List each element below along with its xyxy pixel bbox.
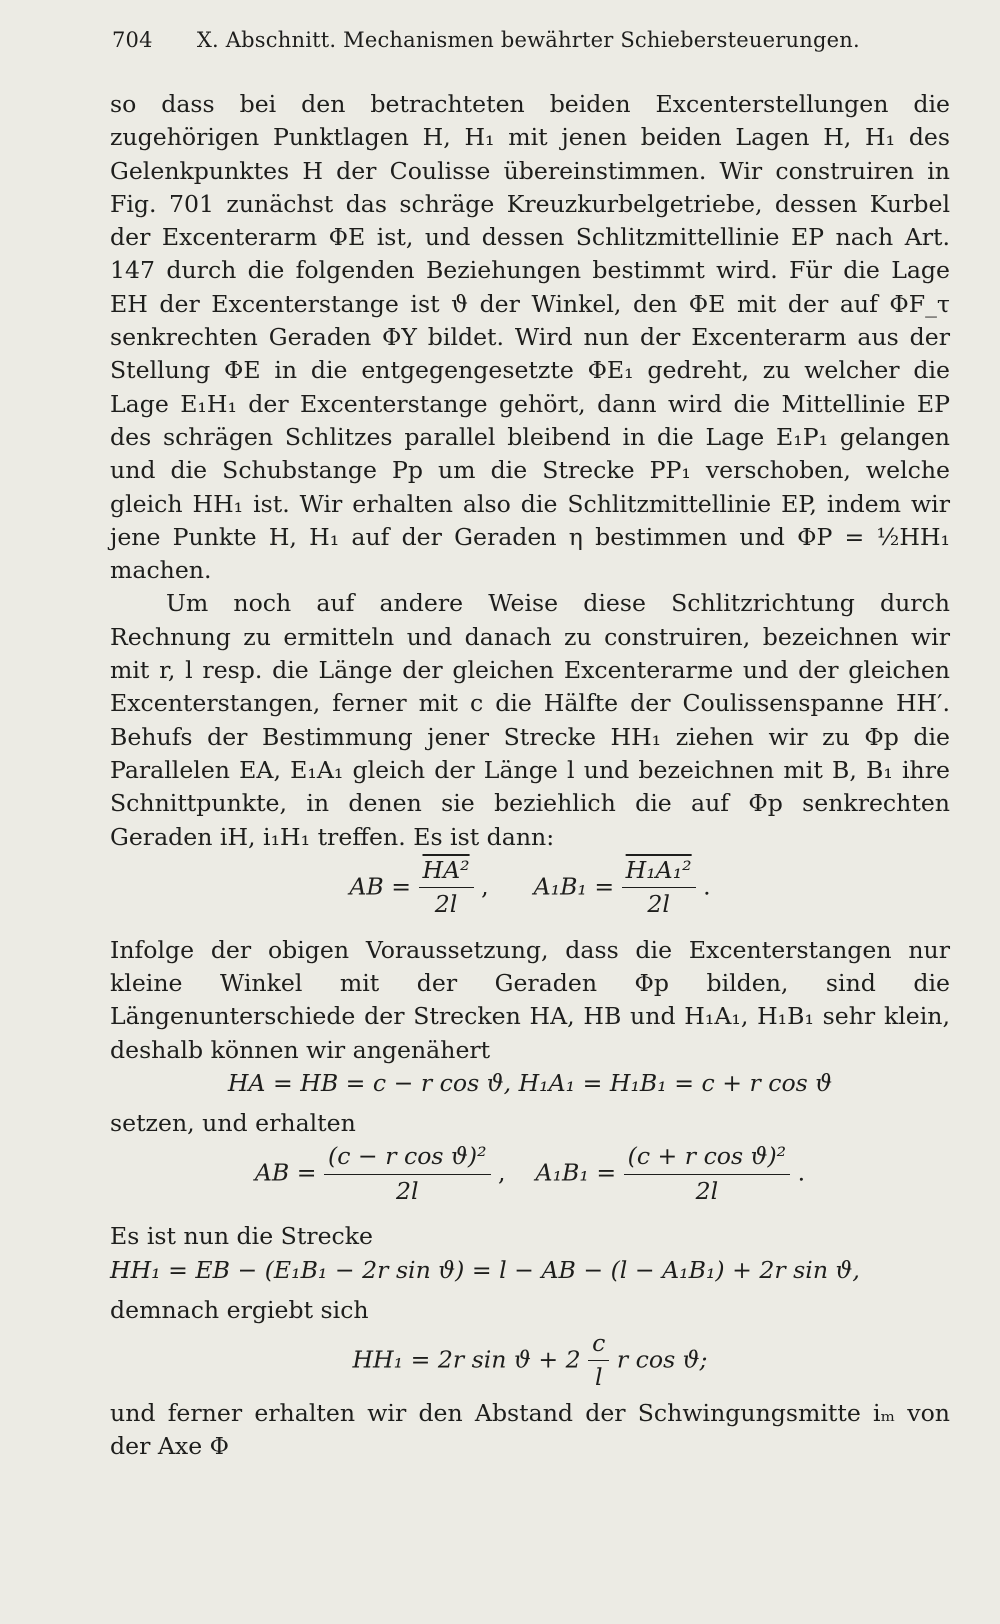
eq1b-denominator: 2l <box>647 890 670 919</box>
page-number: 704 <box>112 28 153 52</box>
paragraph-5: Es ist nun die Strecke <box>110 1222 374 1251</box>
eq3-numerator: (c − r cos ϑ)² <box>324 1140 491 1174</box>
equation-4: HH₁ = EB − (E₁B₁ − 2r sin ϑ) = l − AB − (l − A₁B₁) + 2r sin ϑ, <box>110 1255 860 1284</box>
eq1b-lhs: A₁B₁ = <box>533 872 615 901</box>
paragraph-3: Infolge der obigen Voraussetzung, dass die Excenterstangen nur kleine Winkel mit der Geraden Φp bilden, sind die Längenunterschiede der Strecken HA, HB und H₁A₁, H₁B₁ sehr klein, deshalb können wir angenähert <box>110 935 950 1064</box>
eq5-fraction <box>588 1327 609 1395</box>
eq3b-end: . <box>797 1158 806 1187</box>
eq3b-fraction <box>624 1140 791 1208</box>
equation-1 <box>110 854 950 934</box>
eq3-lhs: AB = <box>254 1158 317 1187</box>
eq5-numerator: c <box>588 1327 609 1361</box>
eq3-fraction <box>324 1140 491 1208</box>
running-title: X. Abschnitt. Mechanismen bewährter Schiebersteuerungen. <box>196 28 860 52</box>
eq1-separator: , <box>481 872 489 901</box>
eq1b-end: . <box>703 872 711 901</box>
eq3-denominator: 2l <box>396 1176 419 1205</box>
eq5-denominator: l <box>594 1363 603 1392</box>
equation-3 <box>110 1140 950 1220</box>
eq3b-numerator: (c + r cos ϑ)² <box>624 1140 791 1174</box>
eq1-numerator: HA² <box>419 854 474 888</box>
eq3b-lhs: A₁B₁ = <box>535 1158 617 1187</box>
eq1b-numerator: H₁A₁² <box>622 854 696 888</box>
eq1-fraction <box>419 854 474 922</box>
eq5-lhs: HH₁ = 2r sin ϑ + 2 <box>352 1345 581 1374</box>
eq1-denominator: 2l <box>434 890 458 919</box>
equation-5 <box>110 1327 950 1397</box>
paragraph-4: setzen, und erhalten <box>110 1109 356 1138</box>
eq5-rhs: r cos ϑ; <box>616 1345 708 1374</box>
paragraph-1: so dass bei den betrachteten beiden Excenterstellungen die zugehörigen Punktlagen H, H₁ mit jenen beiden Lagen H, H₁ des Gelenkpunktes H der Coulisse übereinstimmen. Wir construiren in Fig. 701 zunächst das schräge Kreuzkurbelgetriebe, dessen Kurbel der Excenterarm ΦE ist, und dessen Schlitzmittellinie EP nach Art. 147 durch die folgenden Beziehungen bestimmt wird. Für die Lage EH der Excenterstange ist ϑ der Winkel, den ΦE mit der auf ΦF_τ senkrechten Geraden ΦY bildet. Wird nun der Excenterarm aus der Stellung ΦE in die entgegengesetzte ΦE₁ gedreht, zu welcher die Lage E₁H₁ der Excenterstange gehört, dann wird die Mittellinie EP des schrägen Schlitzes parallel bleibend in die Lage E₁P₁ gelangen und die Schubstange Pp um die Strecke PP₁ verschoben, welche gleich HH₁ ist. Wir erhalten also die Schlitzmittellinie EP, indem wir jene Punkte H, H₁ auf der Geraden η bestimmen und ΦP = ½HH₁ machen. <box>110 90 950 585</box>
paragraph-7: und ferner erhalten wir den Abstand der Schwingungsmitte iₘ von der Axe Φ <box>110 1398 950 1461</box>
page-header <box>112 28 952 52</box>
eq1-lhs: AB = <box>349 872 411 901</box>
body-text <box>110 88 950 1464</box>
paragraph-2: Um noch auf andere Weise diese Schlitzrichtung durch Rechnung zu ermitteln und danach zu construiren, bezeichnen wir mit r, l resp. die Länge der gleichen Excenterarme und der gleichen Excenterstangen, ferner mit c die Hälfte der Coulissenspanne HH′. Behufs der Bestimmung jener Strecke HH₁ ziehen wir zu Φp die Parallelen EA, E₁A₁ gleich der Länge l und bezeichnen mit B, B₁ ihre Schnittpunkte, in denen sie beziehlich die auf Φp senkrechten Geraden iH, i₁H₁ treffen. Es ist dann: <box>110 589 950 851</box>
eq3-separator: , <box>498 1158 506 1187</box>
eq1b-fraction <box>622 854 696 922</box>
equation-2: HA = HB = c − r cos ϑ, H₁A₁ = H₁B₁ = c + r cos ϑ <box>227 1069 833 1098</box>
paragraph-6: demnach ergiebt sich <box>110 1295 369 1324</box>
eq3b-denominator: 2l <box>695 1176 719 1205</box>
